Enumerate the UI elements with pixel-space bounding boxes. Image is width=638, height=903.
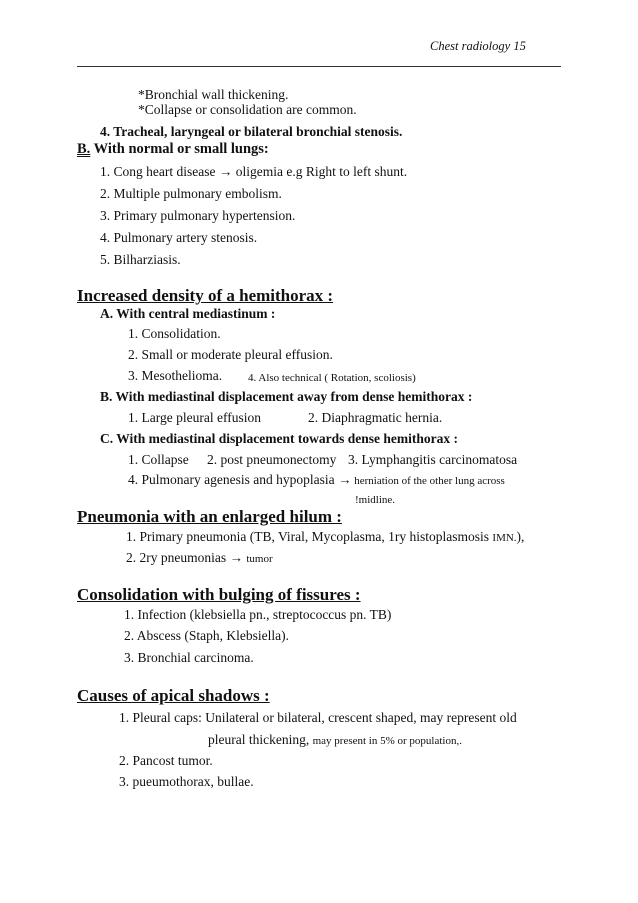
- hemithorax-c-item-collapse: 1. Collapse: [128, 452, 189, 467]
- apical-item-pleural-caps-cont: [208, 732, 462, 749]
- hemithorax-c-item-lymphangitis: 3. Lymphangitis carcinomatosa: [348, 452, 518, 467]
- section-b-item: 5. Bilharziasis.: [100, 252, 181, 267]
- pneumonia-heading: Pneumonia with an enlarged hilum :: [77, 507, 342, 526]
- hemithorax-c-item-agenesis: [128, 472, 505, 489]
- hemithorax-heading: Increased density of a hemithorax :: [77, 286, 334, 305]
- hemithorax-a-item: 3. Mesothelioma.: [128, 368, 223, 383]
- pneumonia-item-primary-note: IMN.: [492, 532, 517, 544]
- hemithorax-b-item-effusion: 1. Large pleural effusion: [128, 410, 261, 425]
- apical-item-pleural-caps: 1. Pleural caps: Unilateral or bilateral, crescent shaped, may represent old: [119, 710, 517, 725]
- pneumonia-item-primary-text: 1. Primary pneumonia (TB, Viral, Mycoplasma, 1ry histoplasmosis: [126, 529, 493, 544]
- hemithorax-c-item-midline: !midline.: [355, 494, 396, 506]
- pneumonia-item-secondary-note: tumor: [246, 553, 273, 565]
- consolidation-item: 1. Infection (klebsiella pn., streptococcus pn. TB): [124, 607, 392, 622]
- pneumonia-item-secondary-text: 2. 2ry pneumonias →: [126, 550, 247, 565]
- hemithorax-c-title: C. With mediastinal displacement towards dense hemithorax :: [100, 431, 459, 446]
- tracheal-stenosis-line: 4. Tracheal, laryngeal or bilateral bronchial stenosis.: [100, 124, 403, 139]
- agenesis-main-text: 4. Pulmonary agenesis and hypoplasia →: [128, 472, 352, 487]
- section-b-item: 4. Pulmonary artery stenosis.: [100, 230, 258, 245]
- consolidation-heading: Consolidation with bulging of fissures :: [77, 585, 361, 604]
- collapse-line: *Collapse or consolidation are common.: [138, 102, 357, 117]
- section-b-item: 3. Primary pulmonary hypertension.: [100, 208, 296, 223]
- pneumonia-item-primary: [126, 529, 524, 546]
- hemithorax-a-item: 2. Small or moderate pleural effusion.: [128, 347, 333, 362]
- hemithorax-b-item-hernia: 2. Diaphragmatic hernia.: [308, 410, 443, 425]
- header-rule: [77, 66, 561, 67]
- section-b-heading: [77, 141, 269, 157]
- consolidation-item: 2. Abscess (Staph, Klebsiella).: [124, 628, 289, 643]
- hemithorax-a-item-technical: 4. Also technical ( Rotation, scoliosis): [248, 372, 416, 384]
- section-b-item: 2. Multiple pulmonary embolism.: [100, 186, 282, 201]
- apical-item-pancost: 2. Pancost tumor.: [119, 753, 213, 768]
- hemithorax-c-item-pneumonectomy: 2. post pneumonectomy: [207, 452, 337, 467]
- hemithorax-a-title: A. With central mediastinum :: [100, 306, 276, 321]
- section-b-item: 1. Cong heart disease → oligemia e.g Right to left shunt.: [100, 164, 408, 179]
- section-b-title: With normal or small lungs:: [90, 141, 269, 157]
- pneumonia-item-primary-end: ),: [516, 529, 525, 544]
- apical-cont-note-text: may present in 5% or population,.: [312, 735, 462, 747]
- section-b-letter: B.: [77, 141, 91, 157]
- agenesis-note-text: herniation of the other lung across: [351, 475, 505, 487]
- apical-item-pneumothorax: 3. pueumothorax, bullae.: [119, 774, 254, 789]
- hemithorax-b-title: B. With mediastinal displacement away from dense hemithorax :: [100, 389, 473, 404]
- consolidation-item: 3. Bronchial carcinoma.: [124, 650, 254, 665]
- page-header: Chest radiology 15: [430, 39, 526, 53]
- bronchial-wall-line: *Bronchial wall thickening.: [138, 87, 289, 102]
- hemithorax-a-item: 1. Consolidation.: [128, 326, 221, 341]
- apical-cont-main-text: pleural thickening,: [208, 732, 313, 747]
- pneumonia-item-secondary: [126, 550, 273, 567]
- apical-heading: Causes of apical shadows :: [77, 686, 270, 705]
